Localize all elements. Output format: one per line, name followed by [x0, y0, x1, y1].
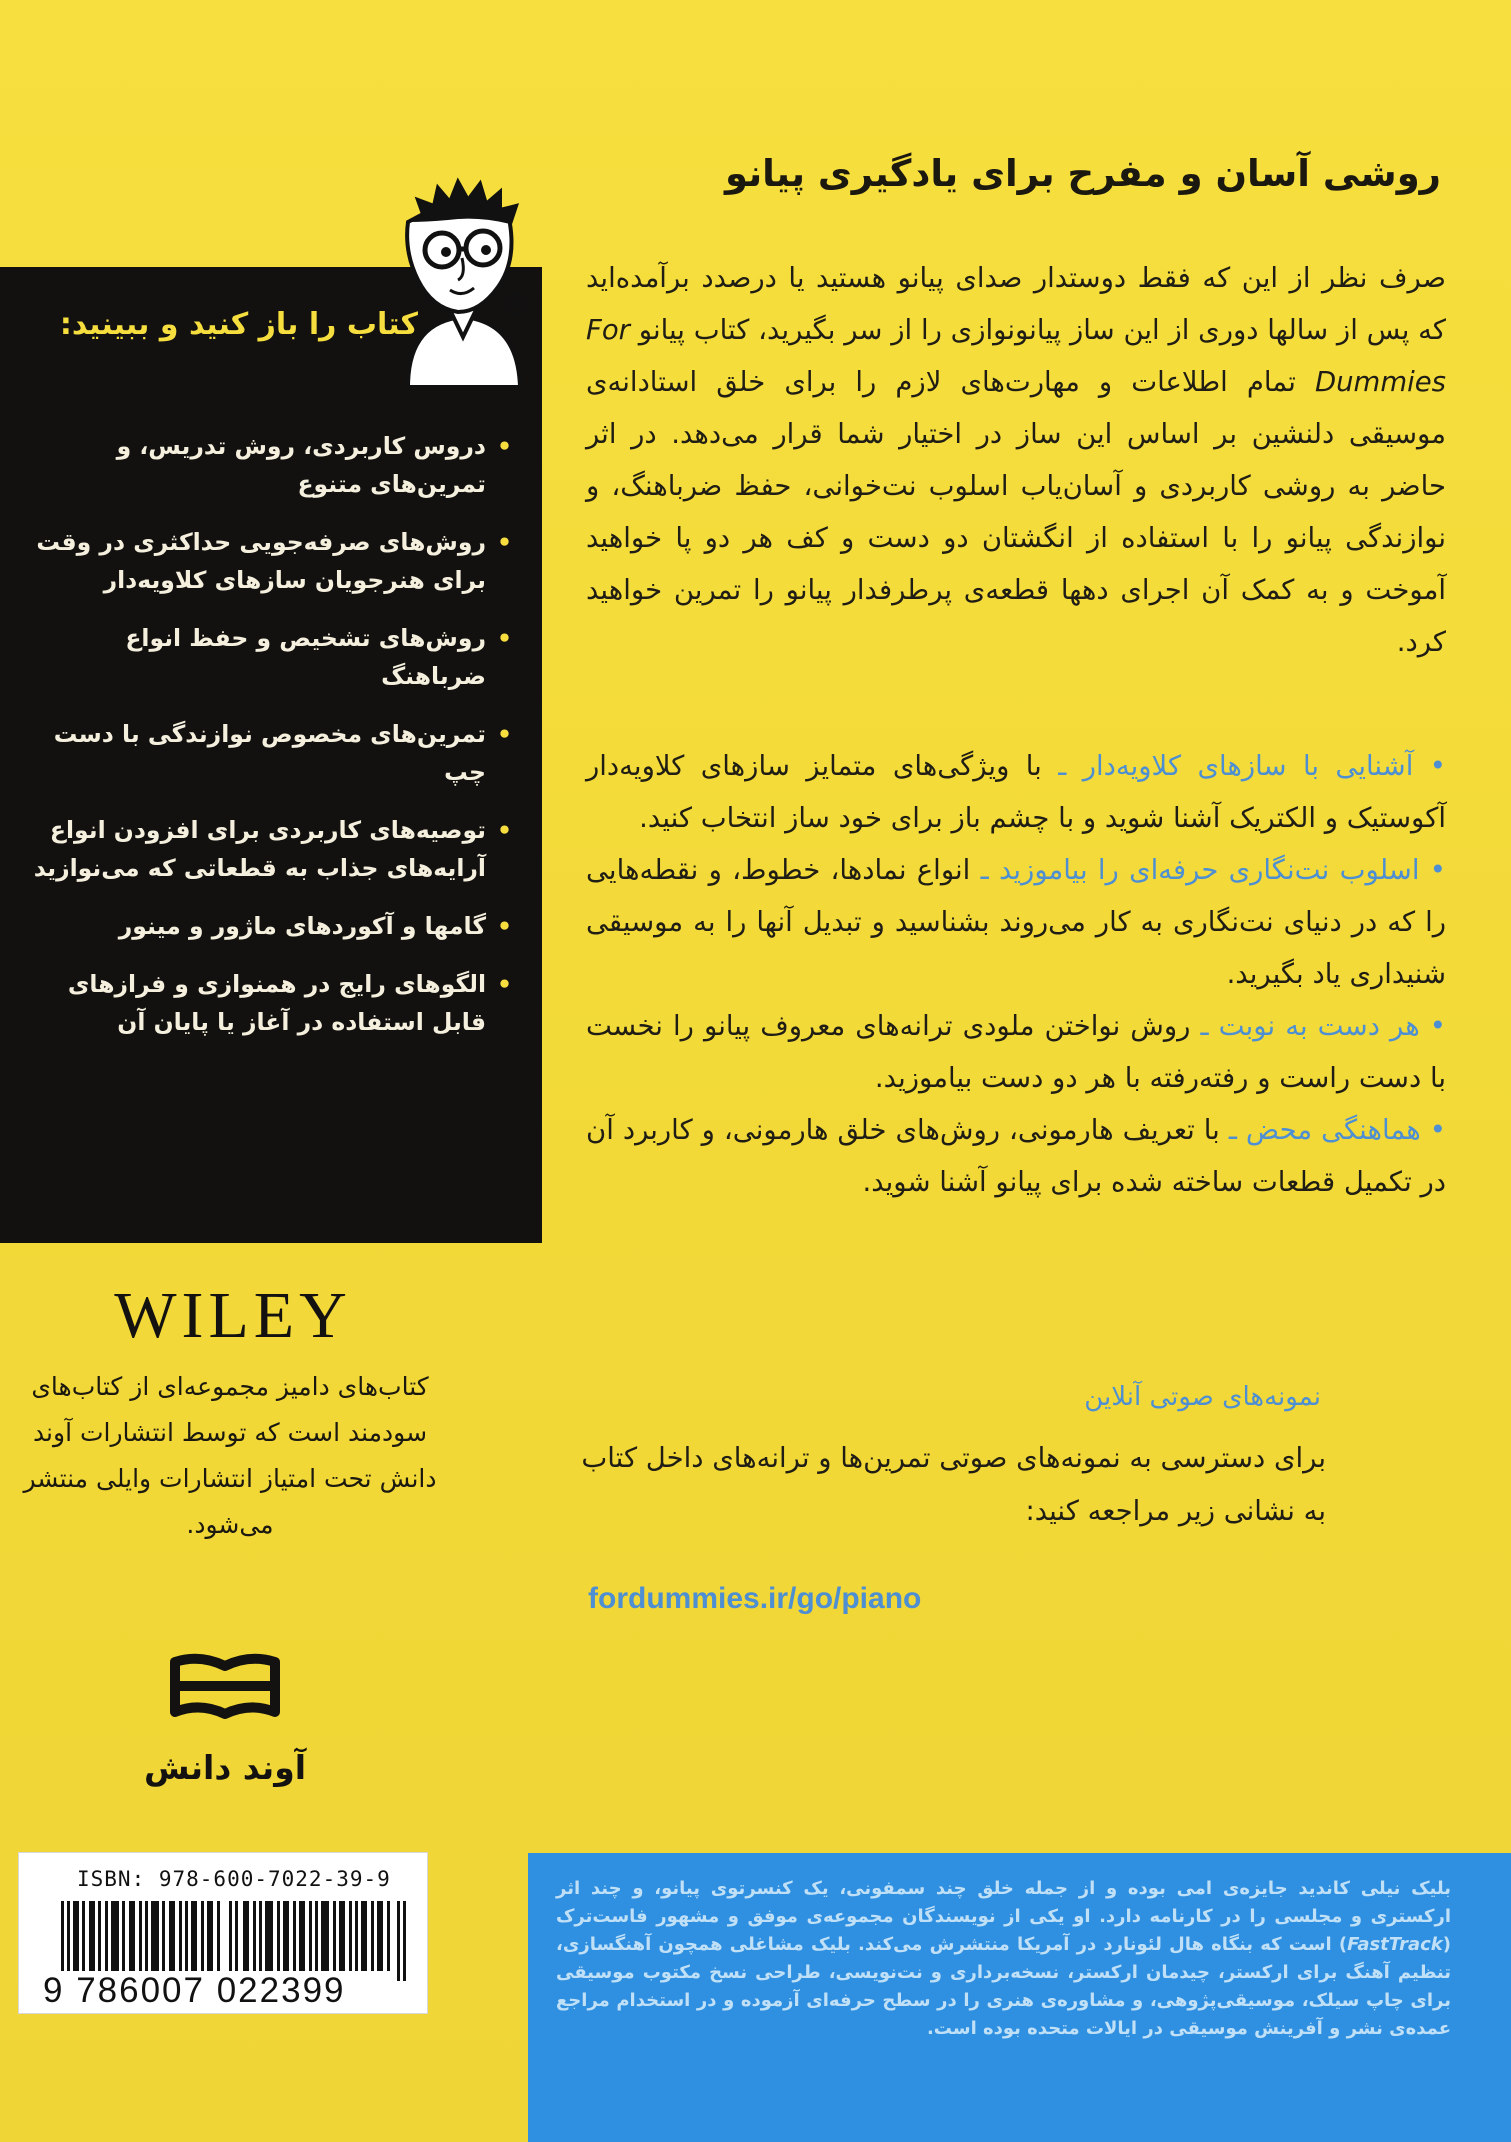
intro-text-part1: صرف نظر از این که فقط دوستدار صدای پیانو هستید یا درصدد برآمده‌اید که پس از سالها دوری از این ساز پیانونوازی را از سر بگیرید، کتاب پیانو: [586, 262, 1446, 346]
feature-highlight: آشنایی با سازهای کلاویه‌دار: [1082, 750, 1414, 782]
intro-text-part2: تمام اطلاعات و مهارت‌های لازم را برای خلق استادانه‌ی موسیقی دلنشین بر اساس این ساز در اختیار شما قرار می‌دهد. در اثر حاضر به روشی کاربردی و آسان‌یاب اسلوب نت‌خوانی، حفظ ضرباهنگ، و نوازندگی پیانو را با استفاده از انگشتان دو دست و کف هر دو پا خواهید آموخت و به کمک آن اجرای دهها قطعه‌ی پرطرفدار پیانو را تمرین خواهید کرد.: [586, 366, 1446, 658]
feature-item: • اسلوب نت‌نگاری حرفه‌ای را بیاموزید ـ انواع نمادها، خطوط، و نقطه‌هایی را که در دنیای نت‌نگاری به کار می‌روند بشناسید و تبدیل آنها را به موسیقی شنیداری یاد بگیرید.: [586, 854, 1446, 990]
bio-text-part2: ) است که بنگاه هال لئونارد در آمریکا منتشرش می‌کند. بلیک مشاغلی همچون آهنگسازی، تنظیم آهنگ برای ارکستر، چیدمان ارکستر، نسخه‌برداری و نت‌نویسی، طراحی نسخ مکتوب موسیقی برای چاپ سیلک، موسیقی‌پژوهی، و مشاوره‌ی هنری را در سطح حرفه‌ای آزموده و در استخدام مراجع عمده‌ی نشر و آفرینش موسیقی در ایالات متحده بوده است.: [556, 1934, 1451, 2039]
barcode-digits: 9 786007 022399: [43, 1971, 346, 2010]
contents-item: • الگوهای رایج در همنوازی و فرازهای قابل استفاده در آغاز یا پایان آن: [17, 965, 512, 1041]
contents-box-title: کتاب را باز کنید و ببینید:: [59, 307, 418, 342]
contents-item: • روش‌های تشخیص و حفظ انواع ضرباهنگ: [17, 619, 512, 695]
dummies-mascot-icon: [388, 172, 538, 392]
barcode-box: [18, 1852, 428, 2014]
feature-item: • هماهنگی محض ـ با تعریف هارمونی، روش‌های خلق هارمونی، و کاربرد آن در تکمیل قطعات ساخته شده برای پیانو آشنا شوید.: [586, 1114, 1446, 1198]
samples-url-link[interactable]: fordummies.ir/go/piano: [588, 1582, 922, 1615]
brand-for-dummies: For Dummies: [586, 314, 1447, 398]
feature-highlight: هر دست به نوبت: [1218, 1010, 1420, 1042]
publisher-note: کتاب‌های دامیز مجموعه‌ای از کتاب‌های سودمند است که توسط انتشارات آوند دانش تحت امتیاز انتشارات وایلی منتشر می‌شود.: [23, 1372, 437, 1539]
contents-item: • توصیه‌های کاربردی برای افزودن انواع آرایه‌های جذاب به قطعاتی که می‌نوازید: [17, 811, 512, 887]
bio-fasttrack: FastTrack: [1347, 1934, 1443, 1955]
svg-text:R: R: [509, 295, 523, 314]
contents-list: [17, 427, 512, 1061]
online-samples-title: نمونه‌های صوتی آنلاین: [1084, 1382, 1321, 1412]
contents-item: • تمرین‌های مخصوص نوازندگی با دست چپ: [17, 715, 512, 791]
main-title: روشی آسان و مفرح برای یادگیری پیانو: [725, 152, 1441, 195]
publisher-name: آوند دانش: [143, 1748, 307, 1787]
contents-item: • گامها و آکوردهای ماژور و مینور: [17, 907, 512, 945]
feature-item: • هر دست به نوبت ـ روش نواختن ملودی ترانه‌های معروف پیانو را نخست با دست راست و رفته‌رفته با هر دو دست بیاموزید.: [586, 1010, 1447, 1094]
contents-item: • دروس کاربردی، روش تدریس، و تمرین‌های متنوع: [17, 427, 512, 503]
author-bio-box: [528, 1853, 1511, 2142]
feature-text: با تعریف هارمونی، روش‌های خلق هارمونی، و کاربرد آن در تکمیل قطعات ساخته شده برای پیانو آشنا شوید.: [586, 1114, 1446, 1198]
contents-item: • روش‌های صرفه‌جویی حداکثری در وقت برای هنرجویان سازهای کلاویه‌دار: [17, 523, 512, 599]
wiley-logo: WILEY: [114, 1279, 352, 1352]
feature-text: با ویژگی‌های متمایز سازهای کلاویه‌دار آکوستیک و الکتریک آشنا شوید و با چشم باز برای خود ساز انتخاب کنید.: [586, 750, 1446, 834]
author-bio-text: [556, 1875, 1451, 2043]
feature-highlight: اسلوب نت‌نگاری حرفه‌ای را بیاموزید: [998, 854, 1420, 886]
avand-book-logo-icon: [165, 1652, 285, 1732]
feature-list: [586, 740, 1446, 1208]
intro-paragraph: [586, 252, 1446, 668]
online-samples-text: برای دسترسی به نمونه‌های صوتی تمرین‌ها و ترانه‌های داخل کتاب به نشانی زیر مراجعه کنید:: [581, 1442, 1326, 1527]
feature-text: انواع نمادها، خطوط، و نقطه‌هایی را که در دنیای نت‌نگاری به کار می‌روند بشناسید و تبدیل آنها را به موسیقی شنیداری یاد بگیرید.: [586, 854, 1446, 990]
isbn-label: ISBN: 978-600-7022-39-9: [77, 1867, 391, 1891]
feature-text: روش نواختن ملودی ترانه‌های معروف پیانو را نخست با دست راست و رفته‌رفته با هر دو دست بیاموزید.: [586, 1010, 1446, 1094]
bio-text-part1: بلیک نیلی کاندید جایزه‌ی امی بوده و از جمله خلق چند سمفونی، یک کنسرتوی پیانو، و چند اثر ارکستری و مجلسی را در کارنامه دارد. او یکی از نویسندگان مجموعه‌ی موفق و مشهور فاست‌ترک (: [556, 1878, 1451, 1955]
feature-highlight: هماهنگی محض: [1245, 1114, 1421, 1146]
contents-box: [0, 267, 542, 1243]
feature-item: • آشنایی با سازهای کلاویه‌دار ـ با ویژگی‌های متمایز سازهای کلاویه‌دار آکوستیک و الکتریک آشنا شوید و با چشم باز برای خود ساز انتخاب کنید.: [586, 750, 1446, 834]
barcode-bars: [61, 1901, 421, 1981]
